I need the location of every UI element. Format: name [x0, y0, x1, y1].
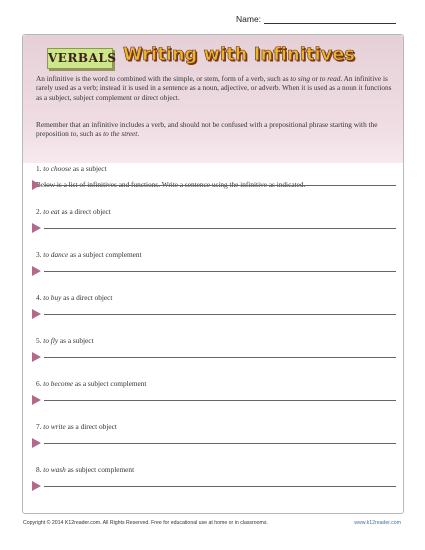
writing-line[interactable]	[44, 357, 396, 358]
name-field	[236, 14, 396, 24]
website-link[interactable]: www.k12reader.com	[354, 520, 401, 526]
question-number: 1.	[36, 164, 44, 173]
infinitive: to write	[43, 422, 66, 431]
arrow-icon	[32, 180, 41, 190]
arrow-icon	[32, 395, 41, 405]
answer-line[interactable]	[32, 481, 396, 491]
arrow-icon	[32, 352, 41, 362]
infinitive: to dance	[43, 250, 69, 259]
question-number: 6.	[36, 379, 44, 388]
infinitive: to become	[43, 379, 74, 388]
answer-line[interactable]	[32, 223, 396, 233]
infinitive: to fly	[43, 336, 59, 345]
infinitive: to wash	[43, 465, 66, 474]
answer-line[interactable]	[32, 352, 396, 362]
name-label: Name:	[236, 14, 262, 24]
question-prompt	[36, 422, 392, 431]
function-text: as a subject complement	[73, 379, 147, 388]
arrow-icon	[32, 438, 41, 448]
answer-line[interactable]	[32, 266, 396, 276]
answer-line[interactable]	[32, 309, 396, 319]
writing-line[interactable]	[44, 443, 396, 444]
writing-line[interactable]	[44, 228, 396, 229]
question-prompt	[36, 164, 392, 173]
answer-line[interactable]	[32, 395, 396, 405]
question-number: 8.	[36, 465, 44, 474]
infinitive: to buy	[43, 293, 62, 302]
infinitive: to choose	[43, 164, 72, 173]
verbals-badge: VERBALS	[47, 48, 113, 69]
question-number: 5.	[36, 336, 44, 345]
instructions: Below is a list of infinitives and functions. Write a sentence using the infinitive as indicated.	[36, 180, 306, 189]
writing-line[interactable]	[44, 400, 396, 401]
question-prompt	[36, 465, 392, 474]
answer-line[interactable]	[32, 438, 396, 448]
function-text: as a direct object	[59, 207, 111, 216]
function-text: as a subject	[71, 164, 107, 173]
question-prompt	[36, 379, 392, 388]
question-number: 4.	[36, 293, 44, 302]
intro-paragraph-1: An infinitive is the word to combined with the simple, or stem, form of a verb, such as to sing or to read. An infinitive is rarely used as a verb; instead it is used in a sentence as a noun, adjective, or adverb. When it is used as a noun it functions as a subject, subject complement or direct object.	[36, 74, 392, 102]
question-number: 3.	[36, 250, 44, 259]
function-text: as subject complement	[65, 465, 135, 474]
function-text: as a subject	[58, 336, 94, 345]
worksheet-title: Writing with Infinitives	[123, 45, 356, 65]
writing-line[interactable]	[44, 185, 396, 186]
arrow-icon	[32, 481, 41, 491]
question-number: 7.	[36, 422, 44, 431]
infinitive: to eat	[43, 207, 60, 216]
writing-line[interactable]	[44, 314, 396, 315]
question-prompt	[36, 250, 392, 259]
intro-paragraph-2: Remember that an infinitive includes a verb, and should not be confused with a prepositional phrase starting with the preposition to, such as to the street.	[36, 120, 378, 139]
question-prompt	[36, 293, 392, 302]
writing-line[interactable]	[44, 271, 396, 272]
question-prompt	[36, 336, 392, 345]
arrow-icon	[32, 223, 41, 233]
function-text: as a subject complement	[68, 250, 142, 259]
arrow-icon	[32, 266, 41, 276]
function-text: as a direct object	[65, 422, 117, 431]
question-prompt	[36, 207, 392, 216]
function-text: as a direct object	[61, 293, 113, 302]
copyright-text: Copyright © 2014 K12reader.com. All Rights Reserved. Free for educational use at home or in classrooms.	[23, 520, 268, 526]
writing-line[interactable]	[44, 486, 396, 487]
question-number: 2.	[36, 207, 44, 216]
name-line[interactable]	[264, 14, 396, 24]
worksheet-card	[22, 34, 404, 514]
arrow-icon	[32, 309, 41, 319]
answer-line[interactable]	[32, 180, 396, 190]
